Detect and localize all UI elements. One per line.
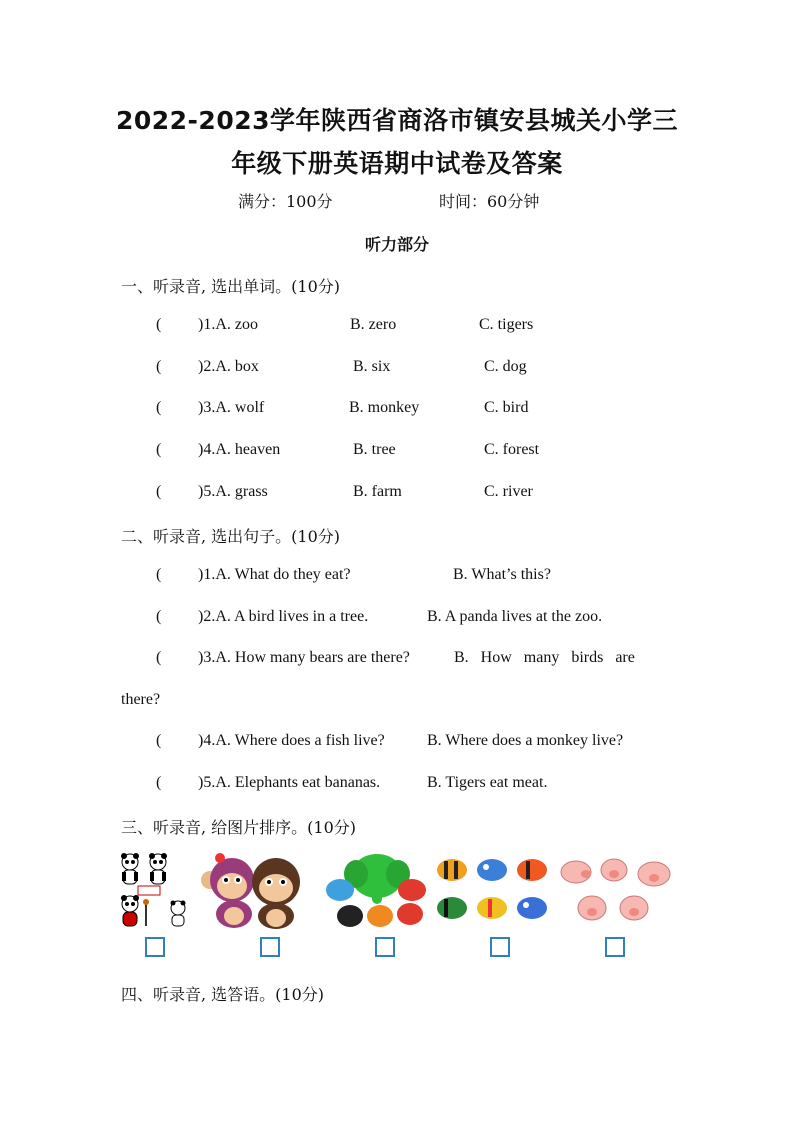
option-a: )2.A. A bird lives in a tree. [198, 608, 369, 625]
option-c: C. dog [484, 358, 527, 375]
answer-paren: ( [156, 732, 162, 749]
answer-paren: ( [156, 566, 162, 583]
part1-heading: 一、听录音, 选出单词。(10分) [121, 277, 341, 296]
option-a: )5.A. grass [198, 483, 268, 500]
monkey-pair-image [196, 852, 320, 930]
option-a: )5.A. Elephants eat bananas. [198, 774, 381, 791]
answer-paren: ( [156, 399, 162, 416]
option-a: )3.A. How many bears are there? [198, 649, 410, 666]
fish-group-image [434, 852, 554, 930]
option-b: B. six [353, 358, 391, 375]
answer-paren: ( [156, 649, 162, 666]
part3-heading: 三、听录音, 给图片排序。(10分) [121, 818, 357, 837]
pig-group-image [558, 852, 676, 930]
part2-heading: 二、听录音, 选出句子。(10分) [121, 527, 341, 546]
option-a: )4.A. Where does a fish live? [198, 732, 385, 749]
title-line-1: 2022-2023学年陕西省商洛市镇安县城关小学三 [115, 106, 679, 135]
title-line-2: 年级下册英语期中试卷及答案 [231, 149, 563, 178]
option-c: C. tigers [479, 316, 534, 333]
picture-strip [118, 852, 678, 932]
full-score: 满分：100分 [238, 192, 333, 211]
answer-paren: ( [156, 774, 162, 791]
elephant-group-image [322, 852, 432, 930]
option-a: )4.A. heaven [198, 441, 281, 458]
answer-paren: ( [156, 358, 162, 375]
option-b: B. A panda lives at the zoo. [427, 608, 603, 625]
order-box-3[interactable] [375, 937, 395, 957]
option-a: )1.A. zoo [198, 316, 258, 333]
answer-paren: ( [156, 483, 162, 500]
option-b: B. farm [353, 483, 402, 500]
panda-group-image [118, 852, 196, 930]
option-a: )3.A. wolf [198, 399, 265, 416]
order-box-5[interactable] [605, 937, 625, 957]
option-b: B. What’s this? [453, 566, 551, 583]
exam-time: 时间：60分钟 [439, 192, 540, 211]
option-a: )1.A. What do they eat? [198, 566, 351, 583]
answer-paren: ( [156, 316, 162, 333]
answer-paren: ( [156, 608, 162, 625]
option-c: C. forest [484, 441, 540, 458]
option-b: B. Where does a monkey live? [427, 732, 624, 749]
option-b: B. tree [353, 441, 396, 458]
option-c: C. river [484, 483, 533, 500]
listening-header: 听力部分 [364, 235, 429, 254]
option-b: B. Tigers eat meat. [427, 774, 548, 791]
option-c: C. bird [484, 399, 529, 416]
option-a: )2.A. box [198, 358, 259, 375]
option-b: B. monkey [349, 399, 420, 416]
part4-heading: 四、听录音, 选答语。(10分) [121, 985, 325, 1004]
order-box-2[interactable] [260, 937, 280, 957]
answer-paren: ( [156, 441, 162, 458]
order-box-4[interactable] [490, 937, 510, 957]
part2-item-3-wrap: there? [121, 691, 161, 708]
option-b: B. How many birds are [454, 649, 635, 666]
order-box-1[interactable] [145, 937, 165, 957]
option-b: B. zero [350, 316, 397, 333]
